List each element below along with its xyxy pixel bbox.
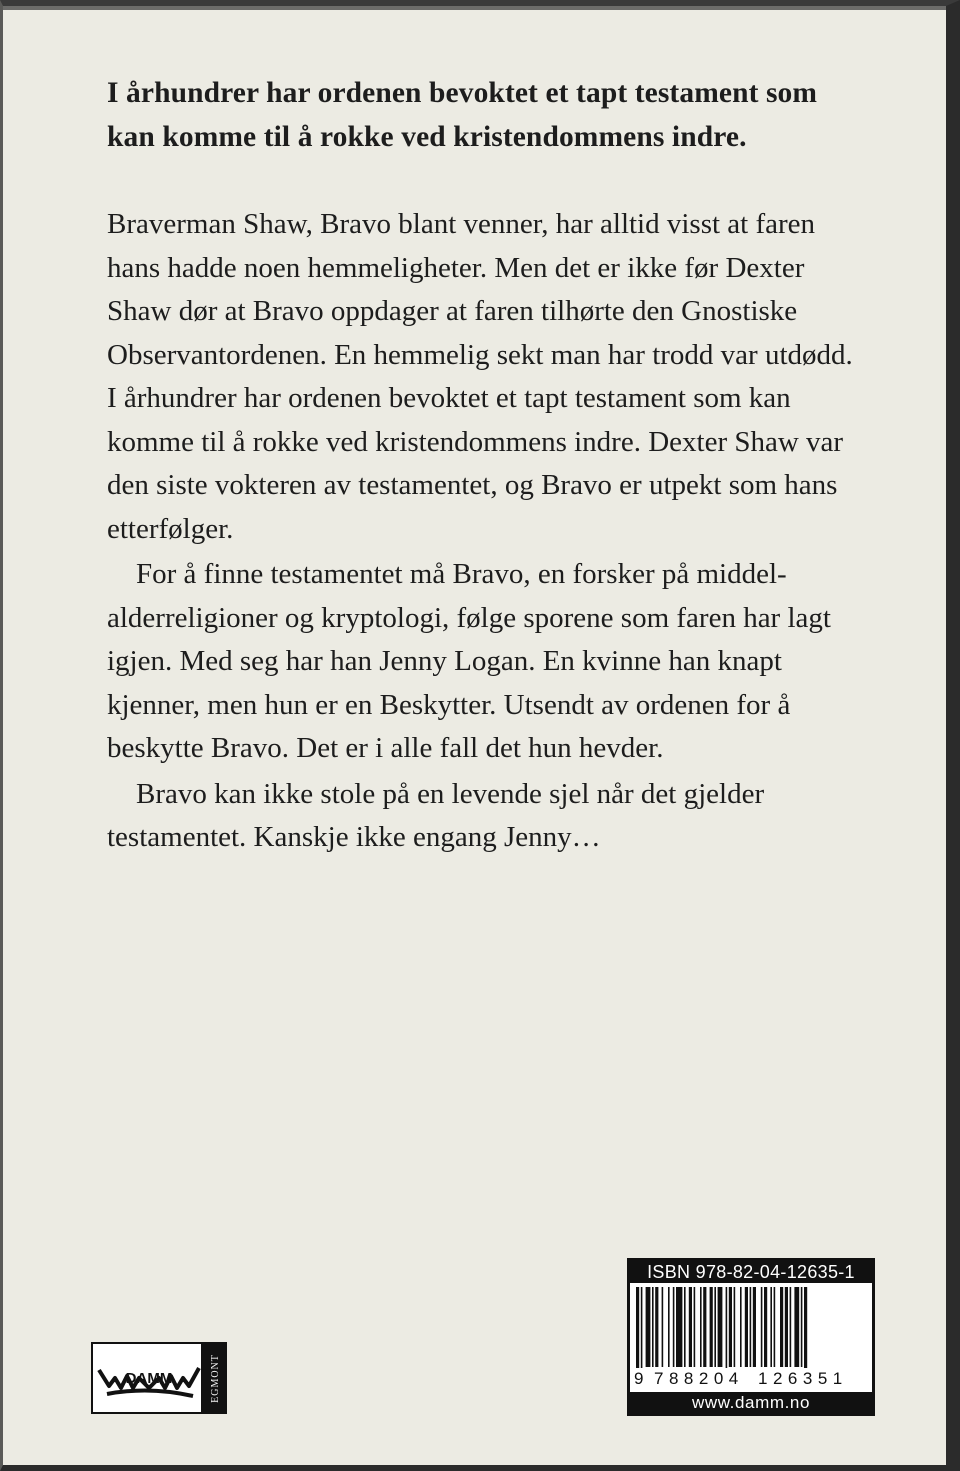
barcode-bar <box>770 1287 772 1367</box>
barcode-bar <box>785 1287 788 1367</box>
barcode-bar <box>794 1287 799 1367</box>
isbn-barcode <box>627 1258 875 1416</box>
isbn-label: ISBN 978-82-04-12635-1 <box>647 1262 855 1282</box>
barcode-bar <box>646 1287 651 1367</box>
barcode-bar <box>745 1287 748 1367</box>
publisher-logo <box>91 1342 227 1414</box>
damm-crown-icon <box>97 1356 201 1404</box>
barcode-bar <box>684 1287 686 1367</box>
barcode-bar <box>676 1287 682 1367</box>
barcode-bar <box>753 1287 756 1367</box>
barcode-bar <box>726 1287 728 1369</box>
blurb-paragraph-2: For å finne testamentet må Bravo, en forsker på middel-alderreligioner og kryptologi, følge sporene som faren har lagt igjen. Med seg har han Jenny Logan. En kvinne han knapt kjenner, men hun er en Beskytter. Utsendt av ordenen for å beskytte Bravo. Det er i alle fall det hun hevder. <box>107 558 831 764</box>
barcode-bar <box>761 1287 763 1367</box>
barcode-bar <box>689 1287 692 1367</box>
publisher-url: www.damm.no <box>691 1393 811 1412</box>
barcode-bars <box>630 1283 872 1369</box>
barcode-bar <box>673 1287 675 1367</box>
barcode-bar <box>750 1287 752 1367</box>
barcode-bar <box>703 1287 706 1367</box>
barcode-bar <box>652 1287 654 1367</box>
blurb-paragraph-1: Braverman Shaw, Bravo blant venner, har alltid visst at faren hans hadde noen hemmeligheter. Men det er ikke før Dexter Shaw dør at Bravo oppdager at faren tilhørte den Gnostiske Observantordenen. En hemmelig sekt man har trodd var utdødd. I århundrer har ordenen bevoktet et tapt testament som kan komme til å rokke ved kristendommens indre. Dexter Shaw var den siste vokteren av testamentet, og Bravo er utpekt som hans etterfølger. <box>107 208 853 545</box>
blurb-lead: I århundrer har ordenen bevoktet et tapt testament som kan komme til å rokke ved kristendommens indre. <box>107 77 818 153</box>
barcode-bar <box>774 1287 776 1367</box>
barcode-bar <box>764 1287 767 1367</box>
barcode-bar <box>714 1287 716 1367</box>
barcode-bar <box>801 1287 803 1367</box>
barcode-bar <box>790 1287 792 1367</box>
barcode-bar <box>662 1287 664 1367</box>
barcode-bar <box>694 1287 696 1367</box>
logo-text: DAMM <box>125 1370 173 1387</box>
barcode-bar <box>636 1287 639 1369</box>
blurb-paragraph-3: Bravo kan ikke stole på en levende sjel når det gjelder testamentet. Kanskje ikke engang Jenny… <box>107 777 765 853</box>
barcode-bar <box>740 1287 742 1367</box>
barcode-icon <box>630 1283 872 1369</box>
barcode-bar <box>710 1287 713 1367</box>
barcode-digit-group-1: 788204 <box>654 1369 744 1388</box>
barcode-bar <box>780 1287 783 1367</box>
barcode-bar <box>729 1287 732 1367</box>
blurb <box>107 72 867 860</box>
barcode-bar <box>718 1287 723 1367</box>
sub-brand-text: EGMONT <box>209 1353 221 1403</box>
sub-brand-label <box>203 1342 227 1414</box>
barcode-bar <box>668 1287 670 1367</box>
barcode-bar <box>734 1287 736 1367</box>
barcode-bar <box>804 1287 807 1369</box>
barcode-digit-group-2: 126351 <box>758 1369 848 1388</box>
damm-logo-icon <box>91 1342 203 1414</box>
barcode-digit-lead: 9 <box>634 1369 644 1388</box>
barcode-bar <box>641 1287 643 1369</box>
barcode-digits <box>630 1368 872 1392</box>
barcode-bar <box>700 1287 702 1367</box>
barcode-bar <box>655 1287 658 1367</box>
